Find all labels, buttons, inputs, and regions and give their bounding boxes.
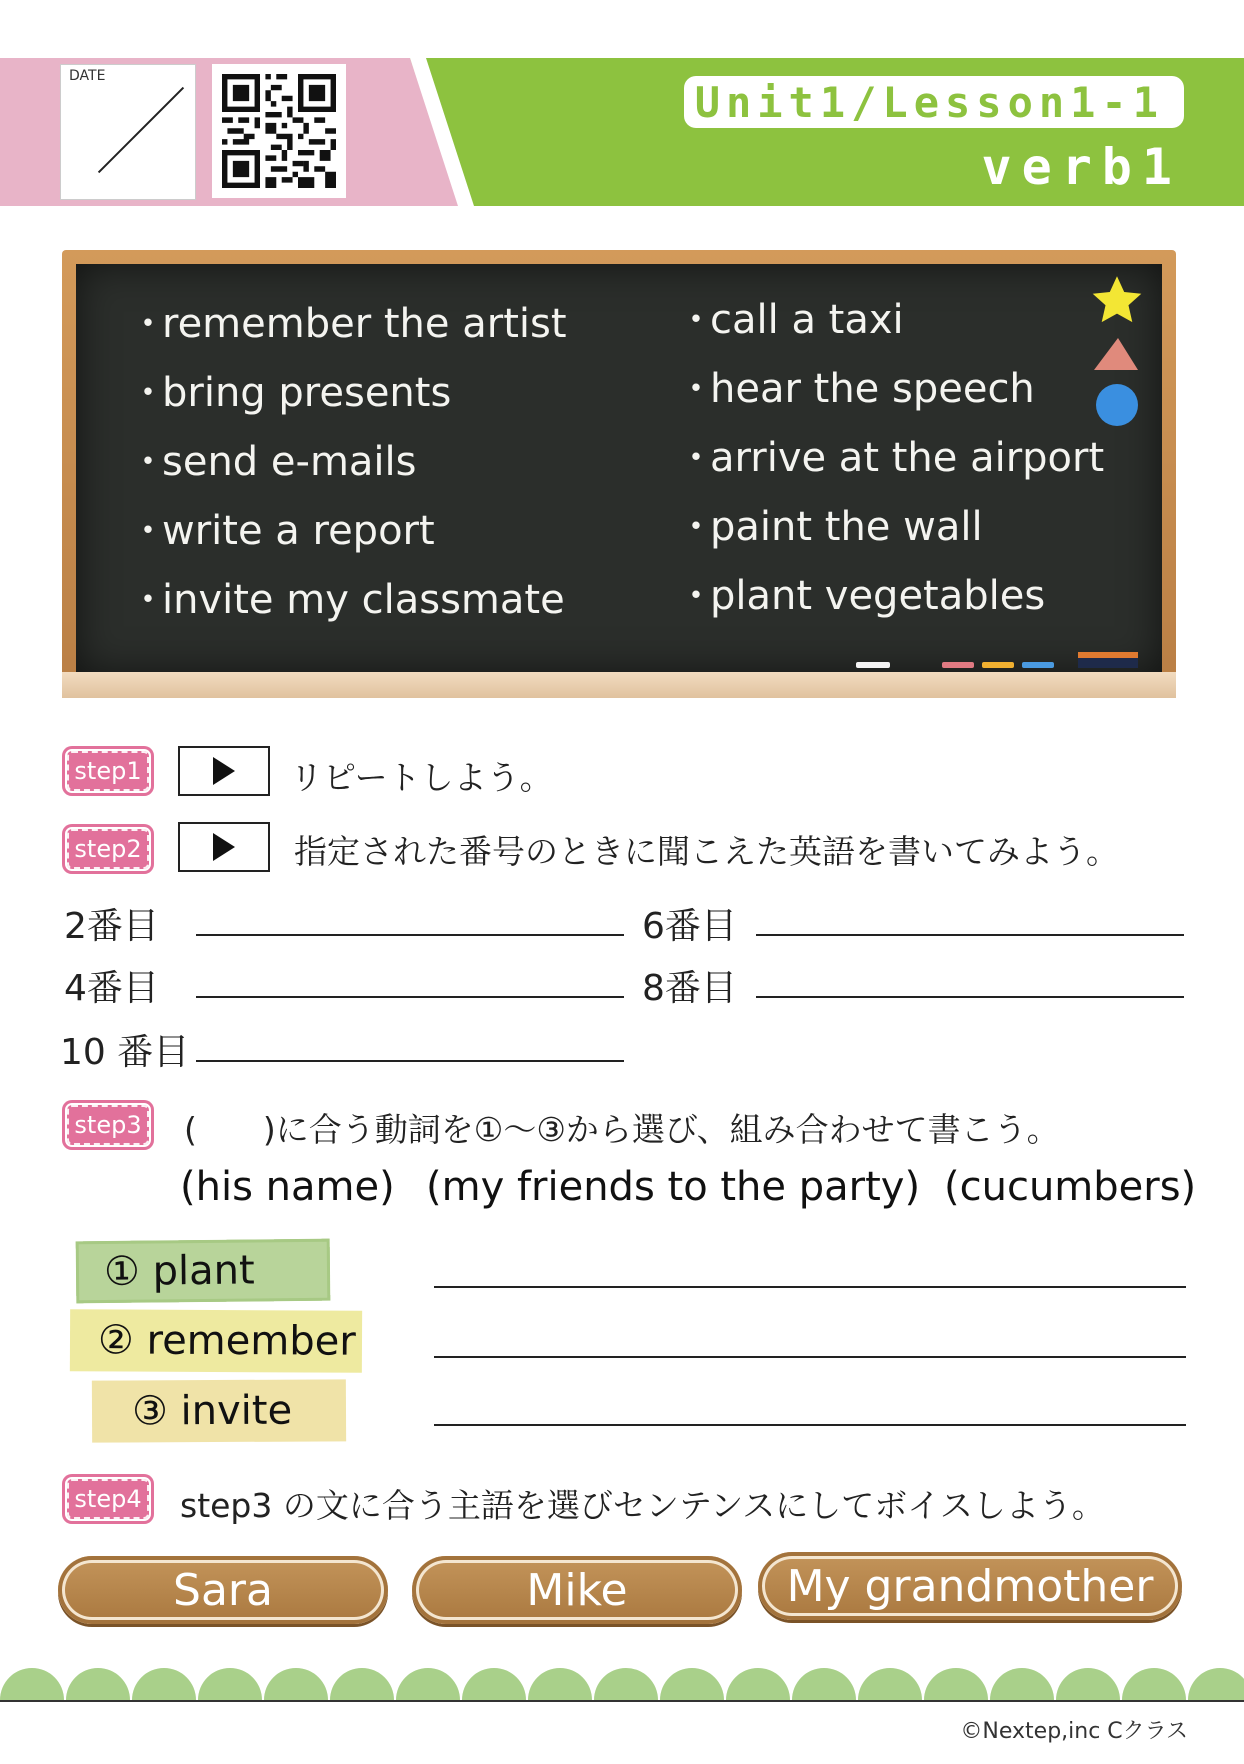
scallop (198, 1668, 262, 1700)
answer-line[interactable] (756, 934, 1184, 936)
board-right-column (676, 286, 1104, 631)
scallop (264, 1668, 328, 1700)
step4-instruction: step3 の文に合う主語を選びセンテンスにしてボイスしよう。 (180, 1486, 1105, 1525)
scallop (396, 1668, 460, 1700)
board-phrase: ・ invite my classmate (128, 566, 567, 635)
date-box[interactable] (60, 64, 196, 200)
board-left-column (128, 290, 567, 635)
board-phrase: ・ paint the wall (676, 493, 1104, 562)
scallop (1188, 1668, 1244, 1700)
qr-code-icon (222, 74, 336, 188)
scallop (990, 1668, 1054, 1700)
step1-play-button[interactable] (178, 746, 270, 796)
star-icon (1090, 274, 1144, 328)
footer-rule (0, 1700, 1244, 1702)
step2-badge: step2 (62, 824, 154, 874)
answer-label: 6番目 (642, 906, 737, 947)
scallop-border (0, 1654, 1244, 1700)
answer-label: 2番目 (64, 906, 159, 947)
answer-line[interactable] (756, 996, 1184, 998)
board-phrase: ・ remember the artist (128, 290, 567, 359)
scallop (66, 1668, 130, 1700)
answer-line[interactable] (196, 934, 624, 936)
scallop (0, 1668, 64, 1700)
copyright: ©Nextep,inc Cクラス (960, 1719, 1188, 1744)
chalk-pink (942, 662, 974, 668)
answer-line[interactable] (196, 996, 624, 998)
answer-line[interactable] (434, 1424, 1186, 1426)
object-phrase: (my friends to the party) (426, 1164, 921, 1210)
verb-tag: ③ invite (92, 1379, 346, 1442)
subject-plaque-sara[interactable]: Sara (58, 1556, 388, 1624)
board-phrase: ・ bring presents (128, 359, 567, 428)
play-icon (213, 757, 235, 785)
scallop (1122, 1668, 1186, 1700)
step1-instruction: リピートしよう。 (290, 758, 553, 797)
scallop (726, 1668, 790, 1700)
scallop (132, 1668, 196, 1700)
board-phrase: ・ arrive at the airport (676, 424, 1104, 493)
step3-badge: step3 (62, 1100, 154, 1150)
chalk-white (856, 662, 890, 668)
step3-instruction: ( )に合う動詞を①～③から選び、組み合わせて書こう。 (184, 1110, 1060, 1149)
scallop (462, 1668, 526, 1700)
board-phrase: ・ write a report (128, 497, 567, 566)
verb-tag: ② remember (70, 1309, 362, 1373)
scallop (1056, 1668, 1120, 1700)
answer-label: 10 番目 (60, 1032, 190, 1073)
step2-play-button[interactable] (178, 822, 270, 872)
circle-icon (1096, 384, 1138, 426)
chalk-blue (1022, 662, 1054, 668)
board-phrase: ・ plant vegetables (676, 562, 1104, 631)
scallop (330, 1668, 394, 1700)
object-phrase: (cucumbers) (944, 1164, 1197, 1210)
play-icon (213, 833, 235, 861)
subject-plaque-grandmother[interactable]: My grandmother (758, 1552, 1182, 1620)
date-label: DATE (69, 68, 106, 84)
date-slash (98, 87, 184, 173)
step1-badge: step1 (62, 746, 154, 796)
board-phrase: ・ hear the speech (676, 355, 1104, 424)
page-title: verb1 (981, 138, 1182, 196)
qr-code[interactable] (212, 64, 346, 198)
scallop (594, 1668, 658, 1700)
chalk-yellow (982, 662, 1014, 668)
scallop (924, 1668, 988, 1700)
answer-line[interactable] (434, 1286, 1186, 1288)
scallop (528, 1668, 592, 1700)
object-phrase: (his name) (180, 1164, 395, 1210)
board-phrase: ・ send e-mails (128, 428, 567, 497)
unit-lesson-label: Unit1/Lesson1-1 (684, 76, 1184, 128)
verb-tag: ① plant (76, 1239, 331, 1304)
answer-line[interactable] (434, 1356, 1186, 1358)
answer-label: 4番目 (64, 968, 159, 1009)
board-phrase: ・ call a taxi (676, 286, 1104, 355)
chalk-ledge (62, 672, 1176, 698)
step2-instruction: 指定された番号のときに聞こえた英語を書いてみよう。 (294, 832, 1119, 871)
answer-line[interactable] (196, 1060, 624, 1062)
chalkboard (76, 264, 1162, 674)
scallop (858, 1668, 922, 1700)
triangle-icon (1092, 336, 1140, 372)
step4-badge: step4 (62, 1474, 154, 1524)
scallop (660, 1668, 724, 1700)
scallop (792, 1668, 856, 1700)
answer-label: 8番目 (642, 968, 737, 1009)
eraser (1078, 658, 1138, 668)
subject-plaque-mike[interactable]: Mike (412, 1556, 742, 1624)
